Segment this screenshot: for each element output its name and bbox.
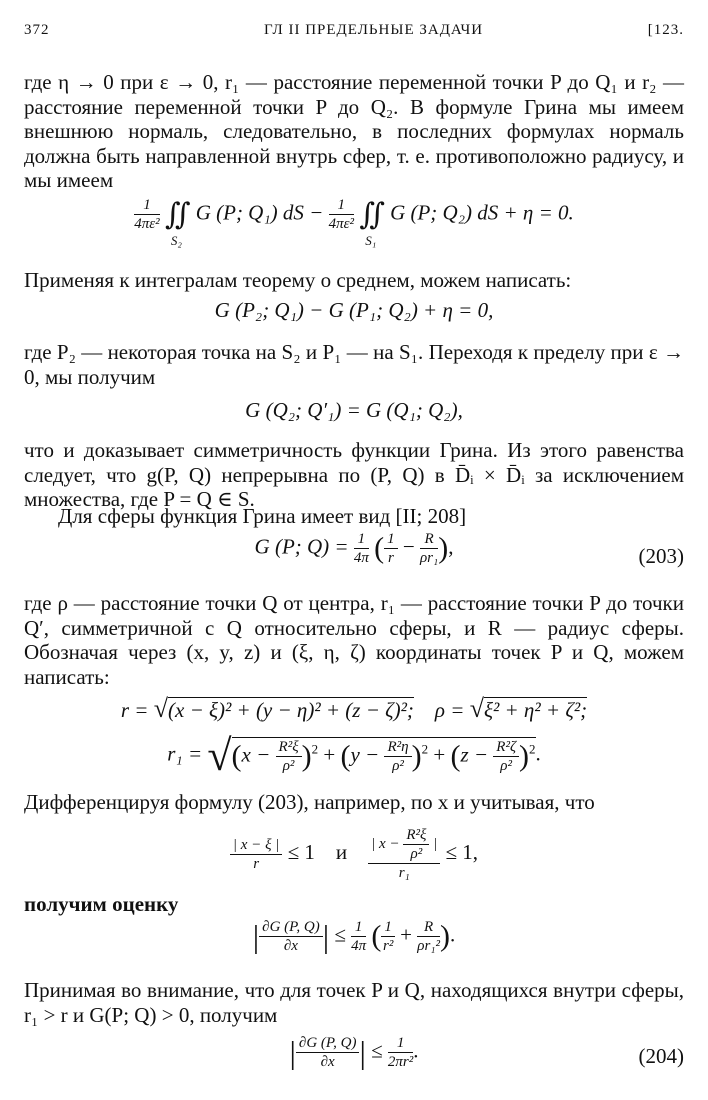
paragraph-5: Для сферы функция Грина имеет вид [II; 208] bbox=[58, 504, 467, 528]
page-number: 372 bbox=[24, 22, 50, 38]
equation-surface-integrals: $\frac{1}{\text{4πε²}}$ ∬ S₂ G (P; Q₁) dS − $\frac{1}{\text{4πε²}}$ ∬ S₁ G (P; Q₂) dS + η = 0. bbox=[134, 197, 574, 248]
equation-derivative-estimate: | $\frac{\partial G (P, Q)}{\partial x}$ | ≤ $\frac{1}{4\pi}$ ( $\frac{1}{\text{r²}}$ + $\frac{R}{\text{ρr₁²}}$ ). bbox=[252, 918, 456, 954]
running-title: ГЛ II ПРЕДЕЛЬНЫЕ ЗАДАЧИ bbox=[264, 22, 484, 38]
paragraph-7: Дифференцируя формулу (203), например, по x и учитывая, что bbox=[24, 790, 595, 814]
equation-ratio-bounds: $\frac{| x - \xi |}{r}$ ≤ 1 и | x − $\frac{\text{R²ξ}}{\text{ρ²}}$ | r₁ ≤ 1, bbox=[0, 826, 708, 882]
double-integral-sign: ∬ S₁ bbox=[359, 198, 385, 248]
equation-number-204: (204) bbox=[638, 1044, 684, 1068]
section-number: [123. bbox=[647, 22, 684, 38]
equation-number-203: (203) bbox=[638, 544, 684, 568]
paragraph-9: Принимая во внимание, что для точек P и Q, находящихся внутри сферы, r₁ > r и G(P; Q) > 0, получим bbox=[24, 978, 684, 1027]
double-integral-sign: ∬ S₂ bbox=[164, 198, 191, 248]
sqrt-sign: √ bbox=[207, 731, 232, 780]
paragraph-1: где η → 0 при ε → 0, r₁ — расстояние переменной точки P до Q₁ и r₂ — расстояние переменной точки P до Q₂. В формуле Грина мы имеем внешнюю нормаль, следовательно, в последних формулах нормаль должна быть направленной внутрь сфер, т. е. противоположно радиусу, и мы имеем bbox=[24, 70, 684, 192]
paragraph-8: получим оценку bbox=[24, 892, 179, 916]
paragraph-6: где ρ — расстояние точки Q от центра, r₁ — расстояние точки P до точки Q′, симметричной с Q относительно сферы, и R — радиус сферы. Обозначая через (x, y, z) и (ξ, η, ζ) координаты точек P и Q, можем написать: bbox=[24, 591, 684, 689]
equation-green-symmetry: G (Q₂; Q′₁) = G (Q₁; Q₂), bbox=[245, 398, 463, 422]
equation-mean-value: G (P₂; Q₁) − G (P₁; Q₂) + η = 0, bbox=[214, 298, 494, 322]
page-header bbox=[24, 22, 684, 46]
paragraph-2: Применяя к интегралам теорему о среднем, можем написать: bbox=[24, 268, 572, 292]
equation-r1: r₁ = √(x − $\frac{\text{R²ξ}}{\text{ρ²}}$ )$^2$ + (y − $\frac{\text{R²η}}{\text{ρ²}}$ )$^2$ + (z − $\frac{\text{R²ζ}}{\text{ρ²}}$ )$^2$. bbox=[167, 731, 541, 780]
paragraph-3: где P₂ — некоторая точка на S₂ и P₁ — на S₁. Переходя к пределу при ε → 0, мы получим bbox=[24, 340, 684, 389]
sqrt-sign: √ bbox=[153, 694, 168, 723]
equation-204: | $\frac{\partial G (P, Q)}{\partial x}$ | ≤ $\frac{1}{\text{2πr²}}$ . bbox=[289, 1034, 419, 1070]
paragraph-4: что и доказывает симметричность функции Грина. Из этого равенства следует, что g(P, Q) непрерывна по (P, Q) в D̄ᵢ × D̄ᵢ за исключением множества, где P = Q ∈ S. bbox=[24, 438, 684, 511]
equation-distances-r-rho: r = √(x − ξ)² + (y − η)² + (z − ζ)²; ρ = √ξ² + η² + ζ²; bbox=[120, 694, 588, 723]
equation-203: G (P; Q) = $\frac{1}{4\pi}$ ( $\frac{1}{r}$ − $\frac{R}{\text{ρr₁}}$ ), bbox=[254, 531, 454, 566]
sqrt-sign: √ bbox=[469, 694, 484, 723]
